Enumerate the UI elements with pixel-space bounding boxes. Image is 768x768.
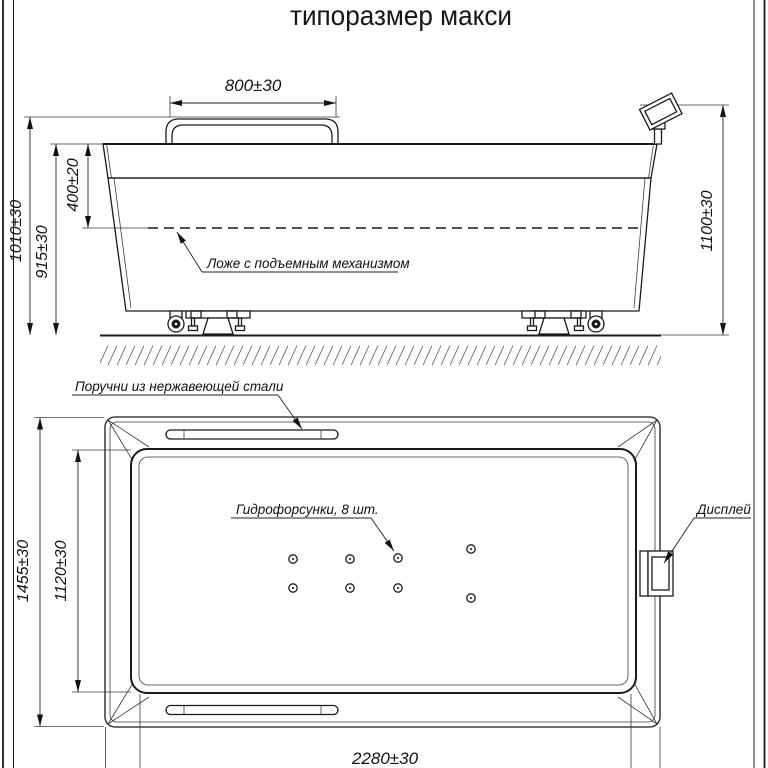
hydro-jet xyxy=(394,584,402,592)
dim-text-915: 915±30 xyxy=(34,225,51,279)
hydro-jet xyxy=(467,545,475,553)
tub-rim-side xyxy=(103,144,657,178)
dim-text-2280: 2280±30 xyxy=(351,749,419,768)
support-feet-right xyxy=(522,311,604,334)
dim-text-400: 400±20 xyxy=(65,158,82,212)
hydro-jet xyxy=(289,584,297,592)
dimension-basin-width xyxy=(53,450,131,692)
tub-outline-plan xyxy=(105,417,660,727)
handrail-slot-top xyxy=(166,430,338,439)
plan-view xyxy=(15,379,751,768)
drawing-title: типоразмер макси xyxy=(290,0,512,31)
hydro-jet xyxy=(467,594,475,602)
jets-label: Гидрофорсунки, 8 шт. xyxy=(236,502,379,517)
dimension-bed-depth xyxy=(65,144,148,228)
display-plan xyxy=(640,551,673,596)
hydro-jet xyxy=(394,554,402,562)
dimension-handle-width xyxy=(170,76,336,117)
jets-annotation xyxy=(231,502,394,551)
display-label: Дисплей xyxy=(697,502,751,517)
hydro-jets xyxy=(289,545,475,602)
bed-annotation xyxy=(177,232,410,272)
dim-text-800: 800±30 xyxy=(224,76,282,95)
hydro-jet xyxy=(346,555,354,563)
hydro-jet xyxy=(289,555,297,563)
display-annotation xyxy=(664,502,751,563)
side-view xyxy=(8,76,729,366)
support-feet-left xyxy=(168,311,250,334)
basin-plan xyxy=(131,449,636,693)
dimension-total-height xyxy=(8,117,340,335)
dim-text-1100: 1100±30 xyxy=(699,190,716,252)
handrails-label: Поручни из нержавеющей стали xyxy=(75,379,284,394)
rim-corner-lines xyxy=(108,420,657,724)
dimension-display-height xyxy=(661,105,729,335)
dim-text-1010: 1010±30 xyxy=(8,199,25,263)
tub-body-side xyxy=(108,178,651,311)
dim-text-1455: 1455±30 xyxy=(15,539,32,603)
display-side xyxy=(640,93,683,144)
bed-label: Ложе с подъемным механизмом xyxy=(207,256,410,271)
ground-hatch xyxy=(100,337,661,366)
dim-text-1120: 1120±30 xyxy=(53,540,70,602)
hydro-jet xyxy=(346,584,354,592)
handrail-side xyxy=(166,119,338,144)
handrail-slot-bottom xyxy=(166,706,338,715)
